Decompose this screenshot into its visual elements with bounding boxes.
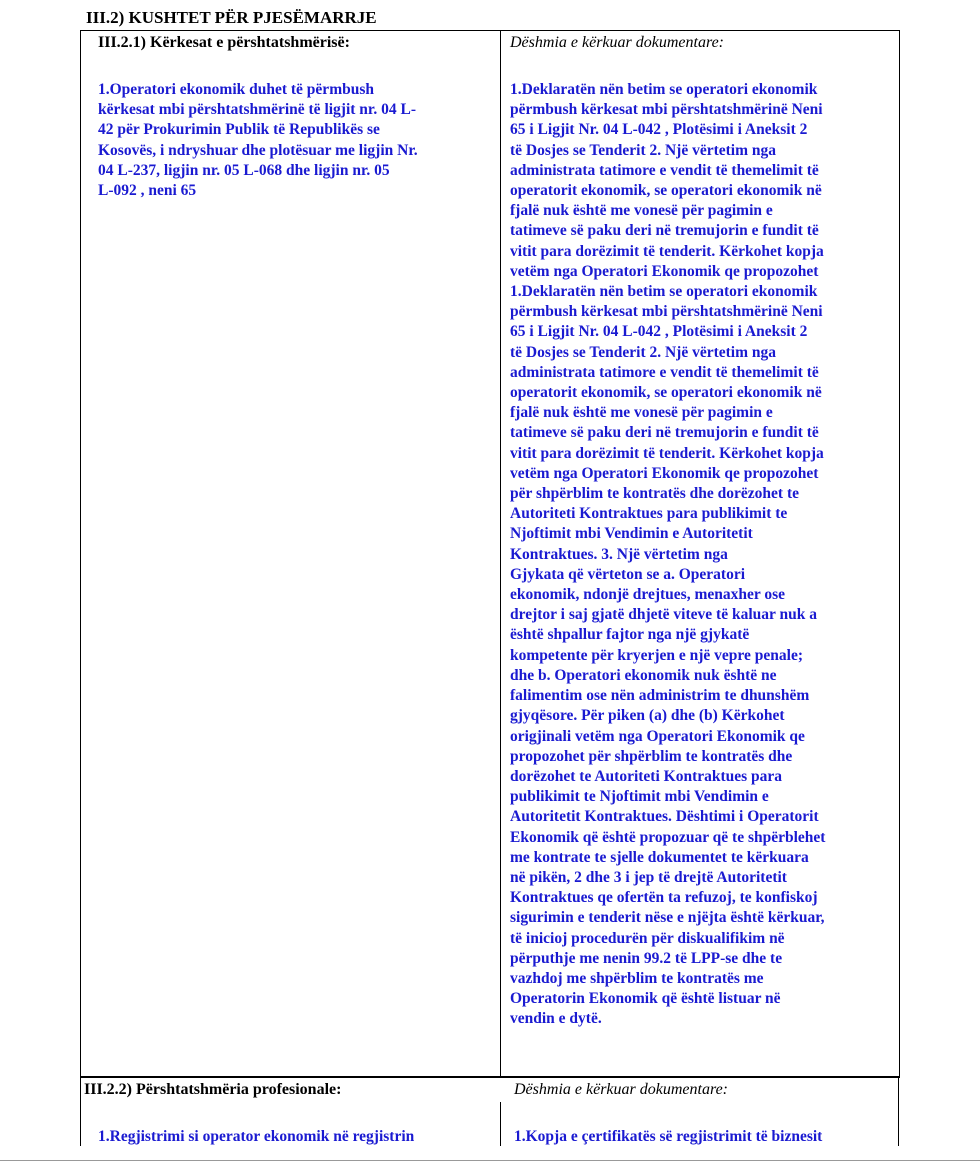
evidence-line: kompetente për kryerjen e një vepre penale; [510,646,803,664]
suitability-line: Kosovës, i ndryshuar dhe plotësuar me ligjin Nr. [98,141,418,159]
row-divider [80,1076,900,1077]
evidence-line: Autoriteti Kontraktues para publikimit te [510,505,788,523]
evidence-line: gjyqësore. Për piken (a) dhe (b) Kërkohet [510,707,785,725]
evidence-line: Kontraktues. 3. Një vërtetim nga [510,545,728,563]
certificate-copy-text: 1.Kopja e çertifikatës së regjistrimit të biznesit [514,1128,823,1145]
evidence-line: përputhje me nenin 99.2 të LPP-se dhe te [510,949,783,967]
evidence-line: operatorit ekonomik, se operatori ekonomik në [510,182,822,200]
suitability-line: kërkesat mbi përshtatshmërinë të ligjit nr. 04 L- [98,101,417,119]
evidence-line: ekonomik, ndonjë drejtues, menaxher ose [510,586,785,604]
evidence-line: është shpallur fajtor nga një gjykatë [510,626,750,644]
evidence-line: falimentim ose nën administrim te dhunshëm [510,687,810,705]
table-right-border-lower [898,1076,899,1146]
evidence-line: me kontrate te sjelle dokumentet te kërkuara [510,848,809,866]
evidence-line: vitit para dorëzimit të tenderit. Kërkohet kopja [510,242,824,260]
evidence-line: drejtor i saj gjatë dhjetë viteve të kaluar nuk a [510,606,817,624]
suitability-requirements [98,80,494,201]
evidence-line: fjalë nuk është me vonesë për pagimin e [510,202,773,220]
evidence-line: Operatorin Ekonomik që është listuar në [510,990,781,1008]
evidence-line: vendin e dytë. [510,1010,602,1028]
professional-registration-text: 1.Regjistrimi si operator ekonomik në regjistrin [98,1128,415,1145]
evidence-line: vetëm nga Operatori Ekonomik qe propozohet [510,262,819,280]
evidence-header: Dëshmia e kërkuar dokumentare: [510,34,725,51]
evidence-line: përmbush kërkesat mbi përshtatshmërinë Neni [510,101,823,119]
evidence-line: tatimeve së paku deri në tremujorin e fundit të [510,424,819,442]
evidence-line: propozohet për shpërblim te kontratës dhe [510,747,793,765]
evidence-line: dorëzohet te Autoriteti Kontraktues para [510,767,783,785]
evidence-line: Autoritetit Kontraktues. Dështimi i Operatorit [510,808,819,826]
evidence-line: 65 i Ligjit Nr. 04 L-042 , Plotësimi i Aneksit 2 [510,121,808,139]
evidence-line: Kontraktues qe ofertën ta refuzoj, te konfiskoj [510,889,818,907]
evidence-line: administrata tatimore e vendit të themelimit të [510,161,819,179]
page-bottom-edge [0,1160,980,1161]
evidence-line: të Dosjes se Tenderit 2. Një vërtetim nga [510,343,777,361]
evidence-line: tatimeve së paku deri në tremujorin e fundit të [510,222,819,240]
evidence-line: dhe b. Operatori ekonomik nuk është ne [510,666,777,684]
evidence-line: Ekonomik që është propozuar që te shpërblehet [510,828,826,846]
evidence-line: publikimit te Njoftimit mbi Vendimin e [510,788,769,806]
evidence-line: në pikën, 2 dhe 3 i jep të drejtë Autoritetit [510,868,787,886]
evidence-line: të inicioj procedurën për diskualifikim në [510,929,785,947]
evidence-line: 1.Deklaratën nën betim se operatori ekonomik [510,81,818,98]
column-divider [500,30,501,1076]
evidence-header-2: Dëshmia e kërkuar dokumentare: [514,1081,729,1098]
evidence-line: vitit para dorëzimit të tenderit. Kërkohet kopja [510,444,824,462]
column-divider-lower [500,1102,501,1146]
evidence-line: përmbush kërkesat mbi përshtatshmërinë Neni [510,303,823,321]
evidence-requirements [510,80,888,1030]
evidence-line: vetëm nga Operatori Ekonomik qe propozohet [510,464,819,482]
evidence-line: vazhdoj me shpërblim te kontratës me [510,969,764,987]
suitability-line: 04 L-237, ligjin nr. 05 L-068 dhe ligjin nr. 05 [98,161,390,179]
suitability-line: 1.Operatori ekonomik duhet të përmbush [98,81,374,98]
evidence-line: 65 i Ligjit Nr. 04 L-042 , Plotësimi i Aneksit 2 [510,323,808,341]
table-left-border-lower [80,1076,81,1146]
evidence-line: të Dosjes se Tenderit 2. Një vërtetim nga [510,141,777,159]
professional-suitability-header: III.2.2) Përshtatshmëria profesionale: [84,1081,342,1098]
evidence-line: për shpërblim te kontratës dhe dorëzohet te [510,485,800,503]
suitability-line: L-092 , neni 65 [98,182,197,200]
evidence-line: origjinali vetëm nga Operatori Ekonomik qe [510,727,805,745]
evidence-line: administrata tatimore e vendit të themelimit të [510,363,819,381]
evidence-line: Gjykata që vërteton se a. Operatori [510,565,746,583]
section-title: III.2) KUSHTET PËR PJESËMARRJE [86,8,377,27]
evidence-line: fjalë nuk është me vonesë për pagimin e [510,404,773,422]
evidence-line: 1.Deklaratën nën betim se operatori ekonomik [510,283,818,301]
suitability-header: III.2.1) Kërkesat e përshtatshmërisë: [98,34,350,51]
evidence-line: Njoftimit mbi Vendimin e Autoritetit [510,525,753,543]
suitability-line: 42 për Prokurimin Publik të Republikës se [98,121,380,139]
evidence-line: operatorit ekonomik, se operatori ekonomik në [510,384,822,402]
evidence-line: sigurimin e tenderit nëse e njëjta është kërkuar, [510,909,825,927]
